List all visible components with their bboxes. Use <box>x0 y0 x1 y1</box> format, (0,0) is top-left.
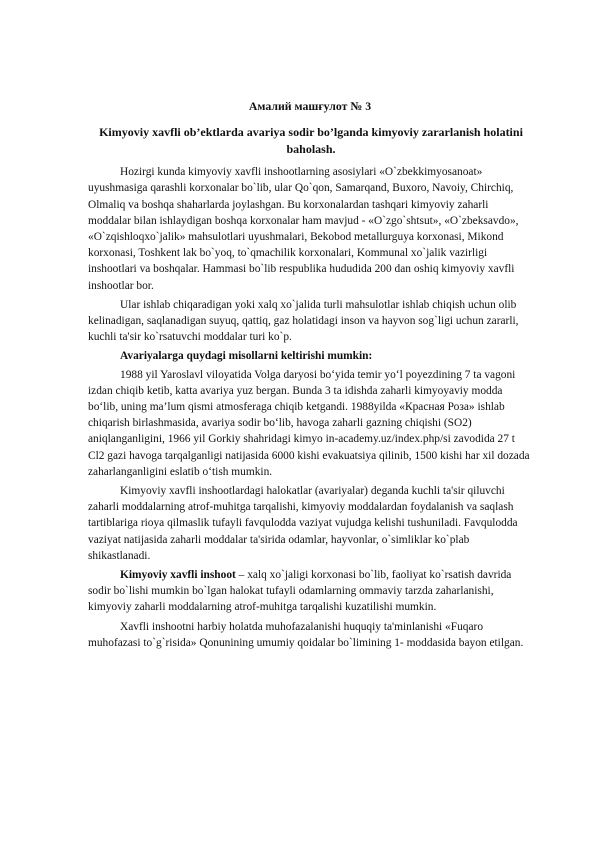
paragraph-accidents-definition: Kimyoviy xavfli inshootlardagi halokatlar (avariyalar) deganda kuchli ta'sir qiluvchi zaharli moddalarning atrof-muhitga tarqalishi, kimyoviy moddalardan foydalanish va saqlash tartiblariga rioya qilmaslik tufayli favqulodda vaziyat vujudga kelishi tushuniladi. Favqulodda vaziyat natijasida zaharli moddalar ta'sirida odamlar, hayvonlar, o`simliklar ko`plab shikastlanadi. <box>88 485 518 562</box>
document-body <box>88 98 532 654</box>
page-title: Амалий машғулот № 3 <box>248 99 372 113</box>
section-heading-examples: Avariyalarga quydagi misollarni keltirishi mumkin: <box>120 350 373 363</box>
paragraph-substances: Ular ishlab chiqaradigan yoki xalq xo`jalida turli mahsulotlar ishlab chiqish uchun olib kelinadigan, saqlanadigan suyuq, qattiq, gaz holatidagi inson va hayvon sog`ligi uchun zararli, kuchli ta'sir ko`rsatuvchi moddalar turi ko`p. <box>88 298 519 344</box>
paragraph-facility-definition <box>88 567 532 616</box>
paragraph-examples: 1988 yil Yaroslavl viloyatida Volga daryosi bo‘yida temir yo‘l poyezdining 7 ta vagoni izdan chiqib ketib, katta avariya yuz bergan. Bunda 3 ta idishda zaharli kimyoyaviy modda bo‘lib, uning ma’lum qismi atmosferaga chiqib ketgandi. 1988yilda «Красная Роза» ishlab chiqarish birlashmasida, avariya sodir bo‘lib, havoga zaharli gazning chiqishi (SO2) aniqlanganligini, 1966 yil Gorkiy shahridagi kimyo in-academy.uz/index.php/si zavodida 27 t Cl2 gazi havoga tarqalganligi natijasida 6000 kishi evakuatsiya qilinib, 1500 kishi har xil dozada zaharlanganligini eslatib o‘tish mumkin. <box>88 368 530 478</box>
paragraph-intro: Hozirgi kunda kimyoviy xavfli inshootlarning asosiylari «O`zbekkimyosanoat» uyushmasiga qarashli korxonalar bo`lib, ular Qo`qon, Samarqand, Buxoro, Navoiy, Chirchiq, Olmaliq va boshqa shaharlarda joylashgan. Bu korxonalardan tashqari kimyoviy zaharli moddalar bilan ishlaydigan boshqa korxonalar ham mavjud - «O`zgo`shtsut», «O`zbeksavdo», «O`zqishloqxo`jalik» mahsulotlari uyushmalari, Bekobod metallurguya korxonasi, Mikond korxonasi, Toshkent lak bo`yoq, to`qmachilik korxonalari, Kommunal xo`jalik vazirligi inshootlari va boshqalar. Hammasi bo`lib respublika hududida 200 dan oshiq kimyoviy xavfli inshootlar bor. <box>88 166 519 292</box>
term-chemical-facility: Kimyoviy xavfli inshoot <box>120 569 236 582</box>
paragraph-legal: Xavfli inshootni harbiy holatda muhofazalanishi huquqiy ta'minlanishi «Fuqaro muhofazasi to`g`risida» Qonunining umumiy qoidalar bo`limining 1- moddasida bayon etilgan. <box>88 620 524 649</box>
page-subtitle: Kimyoviy xavfli ob’ektlarda avariya sodir bo’lganda kimyoviy zararlanish holatini baholash. <box>99 125 523 157</box>
definition-text: – xalq xo`jaligi korxonasi bo`lib, faoliyat ko`rsatish davrida sodir bo`lishi mumkin bo`lgan halokat tufayli odamlarning ommaviy tarzda zaharlanishi, kimyoviy zaharli moddalarning atrof-muhitga tarqalishi kuzatilishi mumkin. <box>88 569 512 614</box>
